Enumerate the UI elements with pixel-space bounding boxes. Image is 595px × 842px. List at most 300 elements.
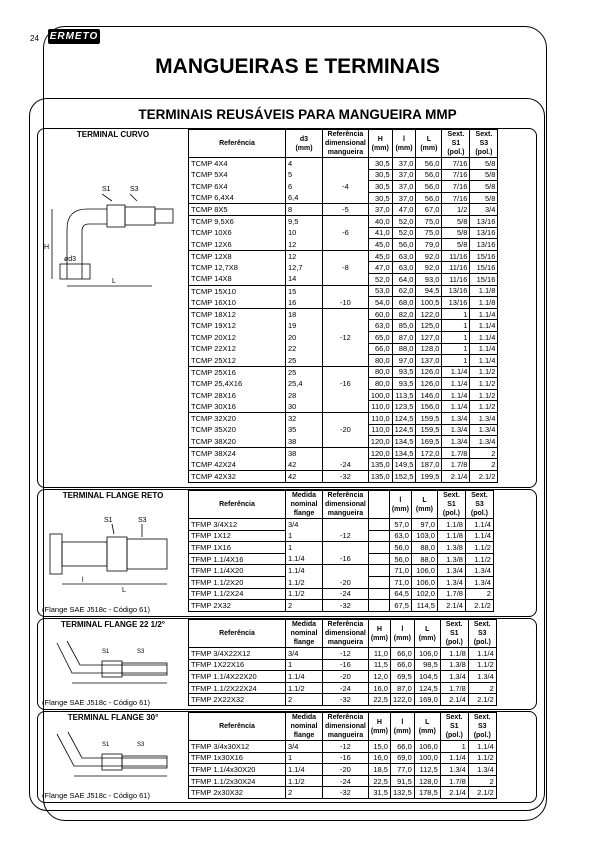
table-cell: 2.1/4 xyxy=(437,600,465,612)
table-cell: 63,0 xyxy=(389,530,411,542)
table-cell: 97,0 xyxy=(411,519,437,531)
table-row xyxy=(189,764,497,776)
table-cell: 63,0 xyxy=(392,250,416,262)
table-cell: 106,0 xyxy=(414,648,440,660)
column-header: L (mm) xyxy=(411,491,437,519)
table-cell: 12,0 xyxy=(368,671,390,683)
table-cell: 149,5 xyxy=(392,459,416,471)
spec-table xyxy=(188,619,497,706)
column-header: L (mm) xyxy=(414,713,440,741)
table-cell: 134,5 xyxy=(392,436,416,448)
table-cell: 1.1/8 xyxy=(470,285,498,297)
table-cell: 93,5 xyxy=(392,378,416,390)
table-cell: TCMP 12X8 xyxy=(189,250,286,262)
table-cell xyxy=(323,169,369,181)
table-cell xyxy=(323,273,369,285)
table-cell: 30,5 xyxy=(368,158,392,170)
table-row xyxy=(189,553,494,565)
table-cell: 1.3/4 xyxy=(468,764,496,776)
table-cell: 52,0 xyxy=(392,215,416,227)
table-cell: 2 xyxy=(470,447,498,459)
table-cell: 1.1/8 xyxy=(437,530,465,542)
table-cell: TCMP 16X10 xyxy=(189,297,286,309)
table-cell: -10 xyxy=(323,297,369,309)
svg-text:S1: S1 xyxy=(102,649,110,655)
table-cell: 15,0 xyxy=(368,741,390,753)
table-cell: 1.1/8 xyxy=(440,648,468,660)
table-cell: TFMP 1X22X16 xyxy=(189,659,286,671)
table-row xyxy=(189,413,498,425)
table-cell: TCMP 15X10 xyxy=(189,285,286,297)
table-cell: 123,5 xyxy=(392,401,416,413)
table-cell: 13/16 xyxy=(470,215,498,227)
table-cell: 97,0 xyxy=(392,355,416,367)
table-cell: -24 xyxy=(323,682,369,694)
table-cell: 22,5 xyxy=(368,775,390,787)
column-header: Referência dimensional mangueira xyxy=(323,130,369,158)
table-cell: 68,0 xyxy=(392,297,416,309)
table-cell: TCMP 28X16 xyxy=(189,389,286,401)
table-cell: 88,0 xyxy=(411,553,437,565)
table-cell: 1.3/8 xyxy=(437,553,465,565)
table-cell: TFMP 3/4x30X12 xyxy=(189,741,286,753)
table-cell: 32 xyxy=(286,413,323,425)
table-cell: 77,0 xyxy=(390,764,414,776)
column-header: Referência xyxy=(189,620,286,648)
table-cell: -8 xyxy=(323,262,369,274)
table-cell: 122,0 xyxy=(416,308,442,320)
table-cell: 102,0 xyxy=(411,588,437,600)
table-cell: 1.1/4 xyxy=(465,519,493,531)
table-cell: 56,0 xyxy=(392,239,416,251)
table-cell: -32 xyxy=(323,471,369,483)
table-cell: 1.3/4 xyxy=(437,576,465,588)
table-cell: 25 xyxy=(286,355,323,367)
column-header: Referência xyxy=(189,491,286,519)
table-cell: -24 xyxy=(323,775,369,787)
table-cell: 1.1/2 xyxy=(468,752,496,764)
table-cell xyxy=(323,158,369,170)
table-cell: 2.1/2 xyxy=(465,600,493,612)
table-cell: -32 xyxy=(323,600,369,612)
table-row xyxy=(189,530,494,542)
table-row xyxy=(189,576,494,588)
table-cell: 38 xyxy=(286,447,323,459)
table-row xyxy=(189,239,498,251)
table-cell: 1.1/4 xyxy=(442,401,470,413)
table-row xyxy=(189,741,497,753)
table-cell: 106,0 xyxy=(411,565,437,577)
table-row xyxy=(189,308,498,320)
table-cell xyxy=(368,553,389,565)
table-cell: 13/16 xyxy=(442,297,470,309)
table-cell: 28 xyxy=(286,389,323,401)
column-header: Medida nominal flange xyxy=(286,620,323,648)
table-cell: 13/16 xyxy=(470,239,498,251)
table-cell: 18 xyxy=(286,308,323,320)
table-cell: -24 xyxy=(323,588,369,600)
table-cell: 126,0 xyxy=(416,378,442,390)
table-cell: TCMP 6,4X4 xyxy=(189,192,286,204)
table-cell: 106,0 xyxy=(414,741,440,753)
section-left-panel xyxy=(38,619,188,709)
curved-terminal-drawing xyxy=(42,169,182,289)
table-cell: 1.1/4 xyxy=(468,741,496,753)
page-title: MANGUEIRAS E TERMINAIS xyxy=(155,55,440,78)
svg-text:S1: S1 xyxy=(102,186,111,193)
table-cell: 38 xyxy=(286,436,323,448)
table-cell: 13/16 xyxy=(470,227,498,239)
table-row xyxy=(189,648,497,660)
table-cell: 1 xyxy=(442,331,470,343)
table-cell: 169,0 xyxy=(414,694,440,706)
column-header: Referência xyxy=(189,130,286,158)
table-cell: TFMP 3/4X12 xyxy=(189,519,286,531)
table-cell: 1 xyxy=(440,741,468,753)
table-cell: 5/8 xyxy=(442,227,470,239)
table-cell: TCMP 6X4 xyxy=(189,181,286,193)
table-cell: 66,0 xyxy=(390,741,414,753)
table-cell: 25 xyxy=(286,366,323,378)
table-cell: 98,5 xyxy=(414,659,440,671)
table-cell: 15/16 xyxy=(470,273,498,285)
table-cell xyxy=(323,413,369,425)
column-header: Referência dimensional mangueira xyxy=(323,620,369,648)
column-header: Sext. S1 (pol.) xyxy=(442,130,470,158)
table-cell: 75,0 xyxy=(416,227,442,239)
table-cell: 75,0 xyxy=(416,215,442,227)
table-cell: 25,4 xyxy=(286,378,323,390)
table-cell: TFMP 1X12 xyxy=(189,530,286,542)
table-cell: 135,0 xyxy=(368,471,392,483)
table-cell: 60,0 xyxy=(368,308,392,320)
svg-text:S3: S3 xyxy=(137,649,145,655)
table-cell: 5/8 xyxy=(470,158,498,170)
table-row xyxy=(189,366,498,378)
table-cell: -20 xyxy=(323,576,369,588)
table-row xyxy=(189,204,498,216)
table-cell: 67,5 xyxy=(389,600,411,612)
table-cell: 110,0 xyxy=(368,413,392,425)
table-cell: TCMP 35X20 xyxy=(189,424,286,436)
table-cell: 5 xyxy=(286,169,323,181)
flange-30-drawing xyxy=(42,726,182,782)
table-cell: 54,0 xyxy=(368,297,392,309)
column-header: Referência dimensional mangueira xyxy=(323,713,369,741)
column-header: Sext. S3 (pol.) xyxy=(468,713,496,741)
column-header: l (mm) xyxy=(390,620,414,648)
column-header: H (mm) xyxy=(368,713,390,741)
table-cell: -20 xyxy=(323,424,369,436)
spec-table xyxy=(188,712,497,799)
table-cell xyxy=(323,285,369,297)
table-row xyxy=(189,389,498,401)
table-cell: 1.3/4 xyxy=(468,671,496,683)
table-cell: 3/4 xyxy=(286,648,323,660)
table-cell: 56,0 xyxy=(416,169,442,181)
table-cell: 71,0 xyxy=(389,576,411,588)
table-cell: TCMP 18X12 xyxy=(189,308,286,320)
table-cell: 1.1/2 xyxy=(468,659,496,671)
table-cell: 120,0 xyxy=(368,447,392,459)
table-cell: -12 xyxy=(323,648,369,660)
table-cell: 11/16 xyxy=(442,250,470,262)
table-cell: 106,0 xyxy=(411,576,437,588)
column-header: Medida nominal flange xyxy=(286,713,323,741)
column-header: L (mm) xyxy=(414,620,440,648)
table-cell: 91,5 xyxy=(390,775,414,787)
table-cell: 93,5 xyxy=(392,366,416,378)
svg-text:L: L xyxy=(112,278,116,285)
table-cell: 1.1/4 xyxy=(442,378,470,390)
table-cell: 1.1/2 xyxy=(286,775,323,787)
table-cell: 47,0 xyxy=(368,262,392,274)
section-title: TERMINAL CURVO xyxy=(76,130,150,139)
table-cell: 1 xyxy=(286,542,323,554)
table-row xyxy=(189,192,498,204)
table-row xyxy=(189,355,498,367)
table-cell: 1.1/4 xyxy=(470,343,498,355)
column-header: Referência dimensional mangueira xyxy=(323,491,369,519)
table-cell xyxy=(368,600,389,612)
table-cell: 30 xyxy=(286,401,323,413)
table-row xyxy=(189,297,498,309)
table-cell: 112,5 xyxy=(414,764,440,776)
svg-text:L: L xyxy=(122,587,126,594)
column-header: Medida nominal flange xyxy=(286,491,323,519)
section-flange-reto xyxy=(37,489,537,617)
table-cell: 127,0 xyxy=(416,331,442,343)
table-cell: 1.3/4 xyxy=(440,764,468,776)
table-cell: TFMP 1.1/2X24 xyxy=(189,588,286,600)
table-cell: 1.3/4 xyxy=(442,413,470,425)
table-cell: -16 xyxy=(323,752,369,764)
table-cell: TFMP 2X22X32 xyxy=(189,694,286,706)
table-cell: 11/16 xyxy=(442,262,470,274)
table-cell: 1.7/8 xyxy=(442,459,470,471)
table-cell xyxy=(323,542,369,554)
table-cell: 1.3/4 xyxy=(465,576,493,588)
table-cell: TCMP 4X4 xyxy=(189,158,286,170)
table-cell: 4 xyxy=(286,158,323,170)
table-cell: 100,5 xyxy=(416,297,442,309)
column-header: L (mm) xyxy=(416,130,442,158)
table-cell: 1 xyxy=(442,355,470,367)
table-cell: 92,0 xyxy=(416,262,442,274)
column-header: Sext. S1 (pol.) xyxy=(440,713,468,741)
table-cell: 1.1/4 xyxy=(286,565,323,577)
table-cell xyxy=(323,389,369,401)
table-cell: 104,5 xyxy=(414,671,440,683)
table-cell: TCMP 5X4 xyxy=(189,169,286,181)
table-cell: 1.7/8 xyxy=(440,775,468,787)
flange-22-drawing xyxy=(42,633,182,689)
table-cell: 1.7/8 xyxy=(440,682,468,694)
table-cell: 1.1/4 xyxy=(442,389,470,401)
table-cell: 1.1/4 xyxy=(470,331,498,343)
table-cell: 5/8 xyxy=(442,215,470,227)
table-cell: 37,0 xyxy=(368,204,392,216)
table-cell: 1.3/4 xyxy=(470,424,498,436)
table-cell: -4 xyxy=(323,181,369,193)
table-cell: 2 xyxy=(286,787,323,799)
table-cell: 88,0 xyxy=(411,542,437,554)
table-cell: 37,0 xyxy=(392,169,416,181)
table-cell: 1.1/8 xyxy=(437,519,465,531)
table-cell: TCMP 14X8 xyxy=(189,273,286,285)
table-cell: TFMP 1.1/2x30X24 xyxy=(189,775,286,787)
table-cell: TCMP 38X24 xyxy=(189,447,286,459)
table-cell: 80,0 xyxy=(368,378,392,390)
table-cell: -16 xyxy=(323,378,369,390)
table-cell: 63,0 xyxy=(392,262,416,274)
table-cell: 1.7/8 xyxy=(437,588,465,600)
column-header: Sext. S1 (pol.) xyxy=(437,491,465,519)
table-cell: 42 xyxy=(286,459,323,471)
table-cell: 137,0 xyxy=(416,355,442,367)
table-cell: -6 xyxy=(323,227,369,239)
table-cell: -5 xyxy=(323,204,369,216)
table-cell: 1.1/2 xyxy=(470,389,498,401)
table-cell: 71,0 xyxy=(389,565,411,577)
table-cell: 1 xyxy=(442,308,470,320)
section-title: TERMINAL FLANGE 30° xyxy=(67,713,159,722)
table-row xyxy=(189,694,497,706)
spec-table xyxy=(188,490,494,612)
table-cell: 69,0 xyxy=(390,752,414,764)
table-cell: 146,0 xyxy=(416,389,442,401)
table-cell: -16 xyxy=(323,553,369,565)
table-cell: 16 xyxy=(286,297,323,309)
table-cell: 14 xyxy=(286,273,323,285)
table-cell: 126,0 xyxy=(416,366,442,378)
table-cell: 169,5 xyxy=(416,436,442,448)
table-cell: TCMP 10X6 xyxy=(189,227,286,239)
table-cell: 66,0 xyxy=(390,648,414,660)
section-left-panel xyxy=(38,490,188,616)
table-cell: 64,0 xyxy=(392,273,416,285)
table-cell: 18,5 xyxy=(368,764,390,776)
table-cell: 15/16 xyxy=(470,250,498,262)
table-cell: -32 xyxy=(323,787,369,799)
table-cell xyxy=(323,366,369,378)
table-cell: 114,5 xyxy=(411,600,437,612)
column-header: H (mm) xyxy=(368,130,392,158)
table-cell: 1.1/2 xyxy=(470,378,498,390)
table-cell: 57,0 xyxy=(389,519,411,531)
table-cell: 87,0 xyxy=(392,331,416,343)
table-cell: 1.1/8 xyxy=(470,297,498,309)
table-cell: 88,0 xyxy=(392,343,416,355)
table-row xyxy=(189,459,498,471)
table-cell: 2.1/4 xyxy=(442,471,470,483)
table-cell: 94,5 xyxy=(416,285,442,297)
table-row xyxy=(189,343,498,355)
table-cell xyxy=(368,576,389,588)
table-cell: 1 xyxy=(286,659,323,671)
straight-flange-drawing xyxy=(42,504,182,594)
table-cell: 122,0 xyxy=(390,694,414,706)
column-header: Sext. S1 (pol.) xyxy=(440,620,468,648)
table-row xyxy=(189,320,498,332)
table-row xyxy=(189,401,498,413)
section-subtitle: TERMINAIS REUSÁVEIS PARA MANGUEIRA MMP xyxy=(138,107,457,122)
table-cell xyxy=(323,239,369,251)
table-cell: 1.3/4 xyxy=(437,565,465,577)
table-cell: 1.3/4 xyxy=(470,436,498,448)
table-cell: 5/8 xyxy=(470,192,498,204)
table-cell: 67,0 xyxy=(416,204,442,216)
table-cell xyxy=(323,250,369,262)
table-cell: 152,5 xyxy=(392,471,416,483)
table-row xyxy=(189,181,498,193)
table-cell: 1.7/8 xyxy=(442,447,470,459)
table-cell xyxy=(323,519,369,531)
table-cell: 125,0 xyxy=(416,320,442,332)
table-row xyxy=(189,565,494,577)
table-cell: 2.1/4 xyxy=(440,787,468,799)
table-cell: 1.3/4 xyxy=(465,565,493,577)
table-cell: 1.1/2 xyxy=(286,576,323,588)
table-cell: 69,5 xyxy=(390,671,414,683)
table-cell: 93,0 xyxy=(416,273,442,285)
svg-text:S3: S3 xyxy=(137,742,145,748)
table-cell: 1.3/4 xyxy=(440,671,468,683)
table-row xyxy=(189,588,494,600)
table-cell: TCMP 25X16 xyxy=(189,366,286,378)
table-cell: -12 xyxy=(323,530,369,542)
table-cell: 120,0 xyxy=(368,436,392,448)
table-cell: 13/16 xyxy=(442,285,470,297)
table-cell xyxy=(368,542,389,554)
table-cell: 1 xyxy=(286,752,323,764)
table-cell: 87,0 xyxy=(390,682,414,694)
table-cell: 2 xyxy=(468,775,496,787)
table-row xyxy=(189,471,498,483)
table-cell: 1.1/2 xyxy=(470,366,498,378)
table-cell: 124,5 xyxy=(392,424,416,436)
section-title: TERMINAL FLANGE RETO xyxy=(62,491,164,500)
table-cell: 11/16 xyxy=(442,273,470,285)
table-cell xyxy=(368,588,389,600)
svg-text:ød3: ød3 xyxy=(64,256,77,263)
table-cell: 1.1/4 xyxy=(286,671,323,683)
table-row xyxy=(189,227,498,239)
table-cell: TCMP 22X12 xyxy=(189,343,286,355)
table-cell xyxy=(323,320,369,332)
section-title: TERMINAL FLANGE 22 1/2° xyxy=(61,620,165,629)
table-cell: TFMP 1.1/4X22X20 xyxy=(189,671,286,683)
table-cell: 62,0 xyxy=(392,285,416,297)
table-cell: 1.1/2 xyxy=(465,542,493,554)
table-cell: 156,0 xyxy=(416,401,442,413)
table-cell: TFMP 1x30X16 xyxy=(189,752,286,764)
table-cell: TFMP 1.1/4X16 xyxy=(189,553,286,565)
table-cell: 134,5 xyxy=(392,447,416,459)
table-cell: 100,0 xyxy=(414,752,440,764)
table-cell: TCMP 25,4X16 xyxy=(189,378,286,390)
table-cell: -24 xyxy=(323,459,369,471)
section-flange-22 xyxy=(37,618,537,710)
table-row xyxy=(189,215,498,227)
table-cell: -12 xyxy=(323,331,369,343)
svg-text:S1: S1 xyxy=(102,742,110,748)
table-row xyxy=(189,542,494,554)
svg-text:S3: S3 xyxy=(138,517,147,524)
table-cell: 41,0 xyxy=(368,227,392,239)
table-cell: 1 xyxy=(442,343,470,355)
column-header: l (mm) xyxy=(390,713,414,741)
